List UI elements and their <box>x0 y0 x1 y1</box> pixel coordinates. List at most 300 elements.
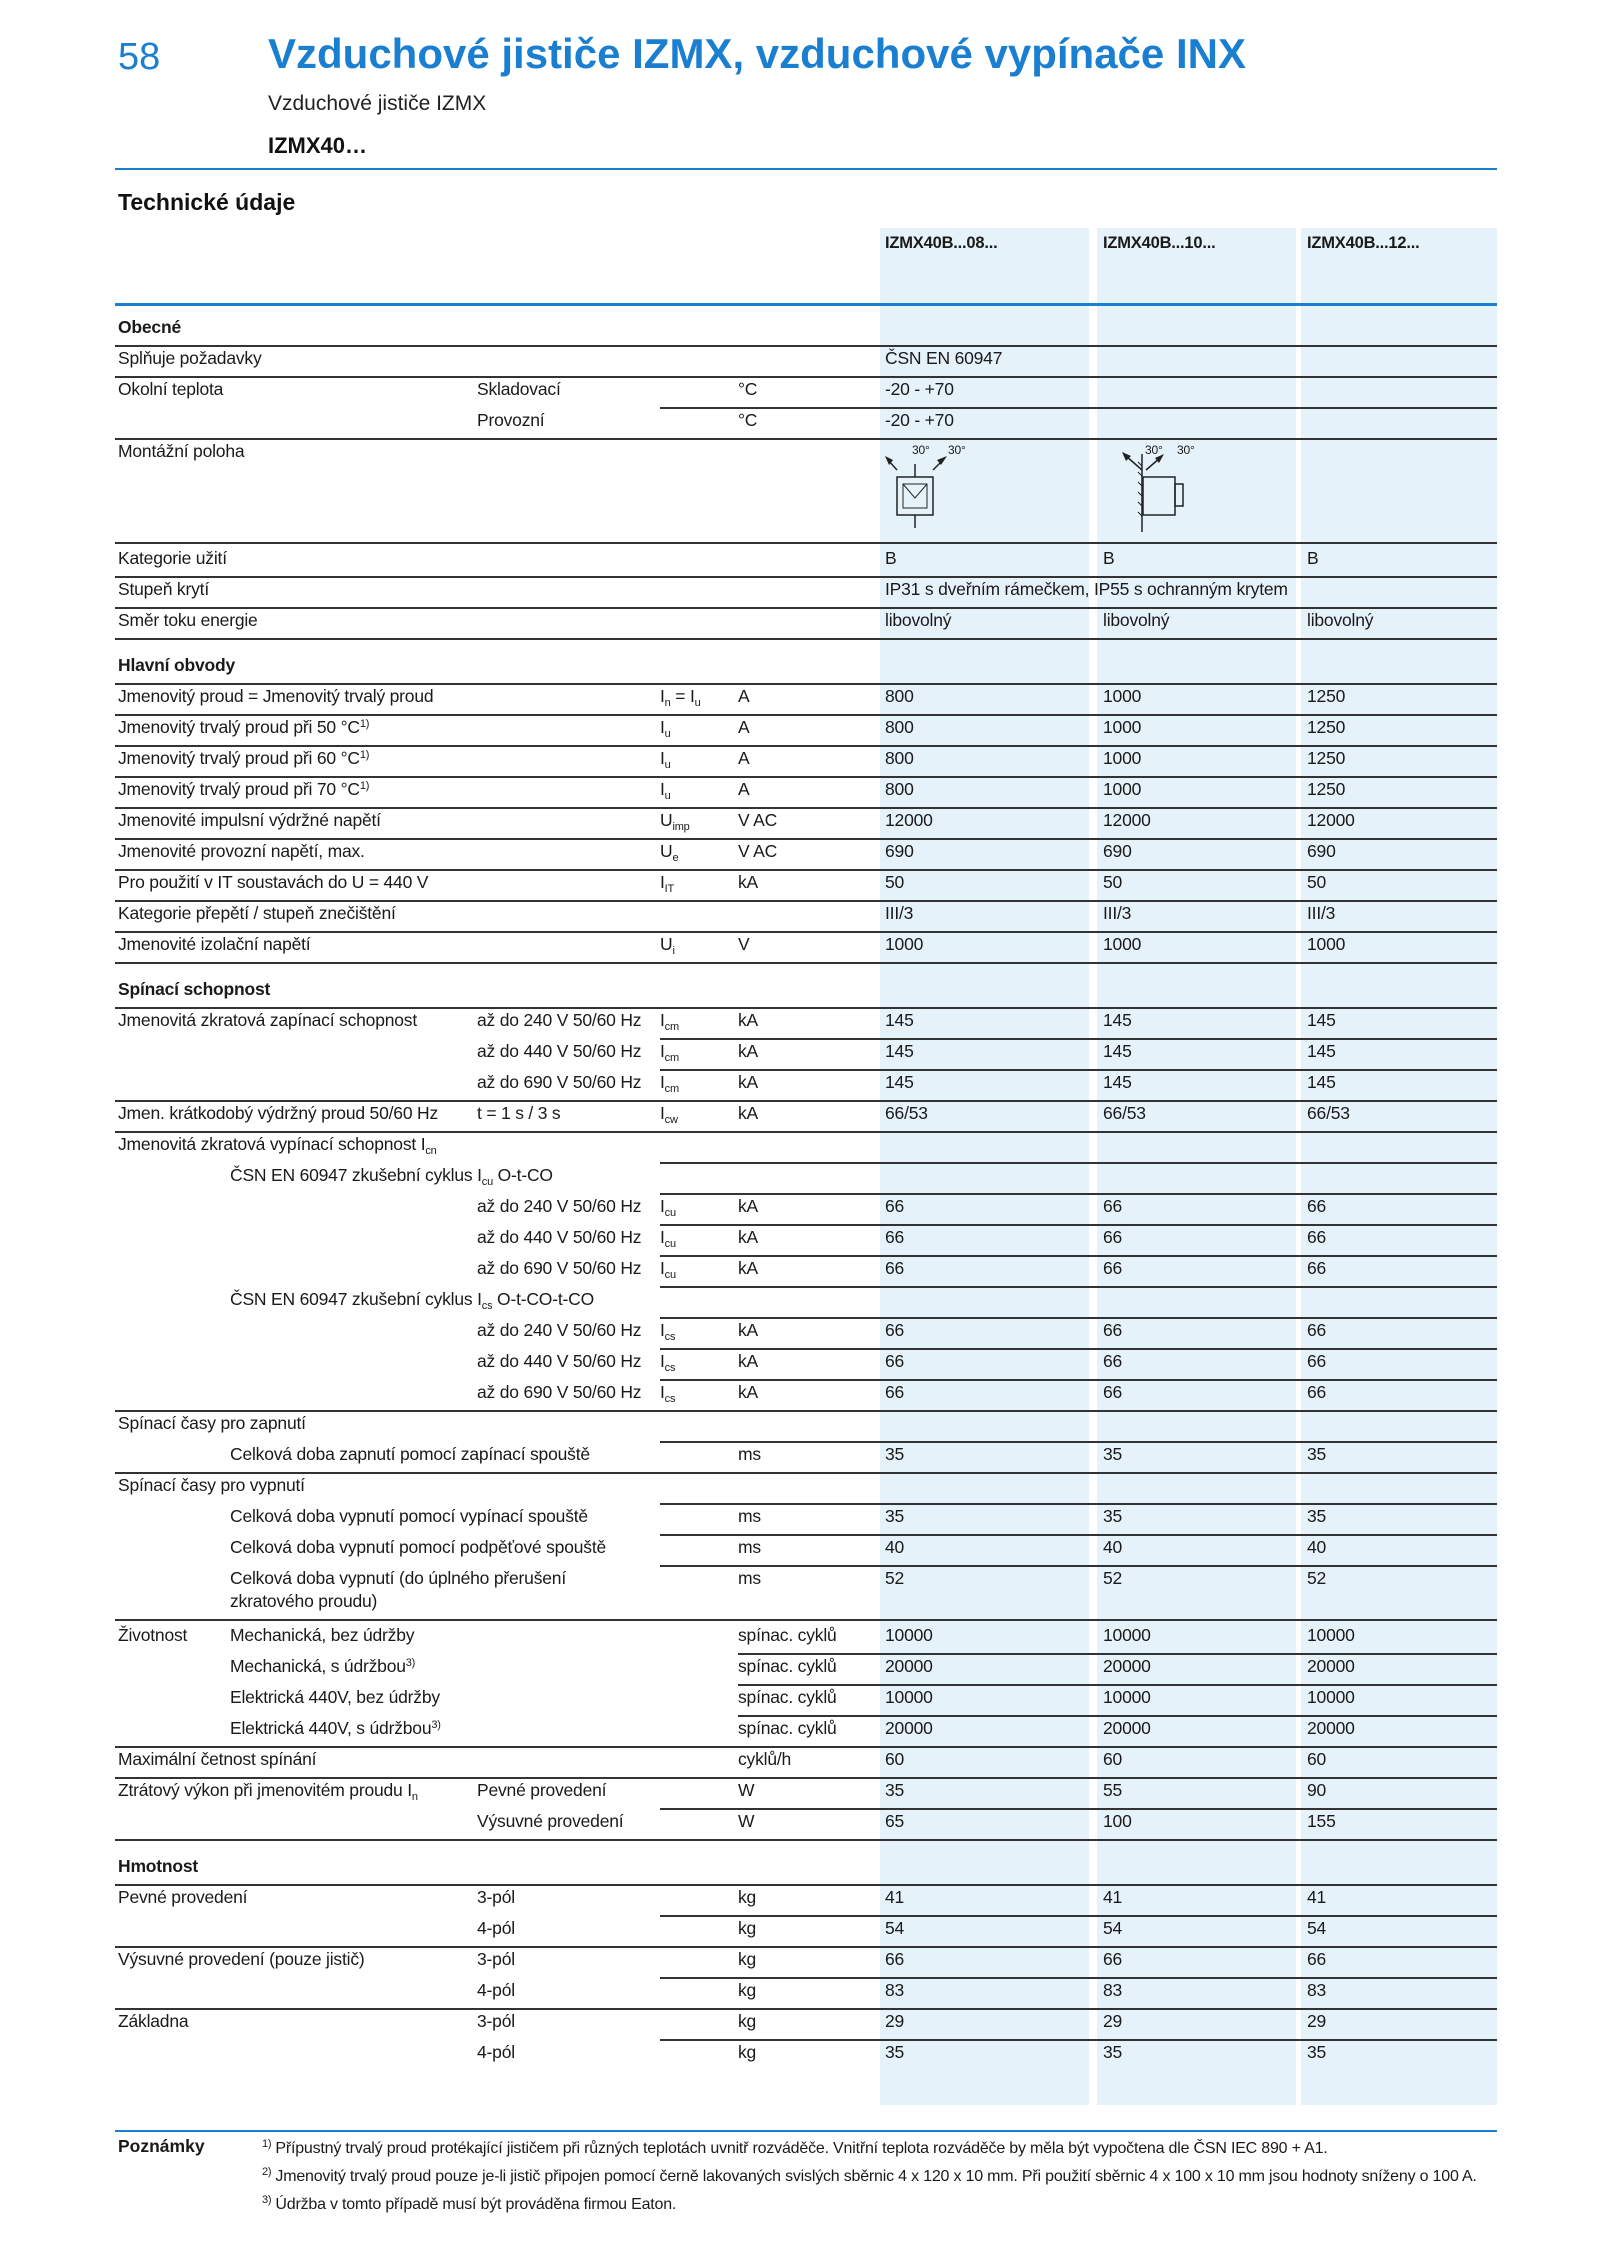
value-cell: -20 - +70 <box>885 410 954 430</box>
value-cell: 66 <box>1103 1196 1123 1216</box>
value-cell: 66 <box>1103 1382 1123 1402</box>
notes-divider <box>115 2130 1497 2132</box>
row-label <box>118 747 369 769</box>
footnote <box>262 2138 1328 2158</box>
value-cell: 1000 <box>1103 934 1142 954</box>
value-cell: 66/53 <box>1307 1103 1350 1123</box>
row-divider <box>660 1808 1497 1810</box>
footnote <box>262 2166 1477 2186</box>
page-title: Vzduchové jističe IZMX, vzduchové vypínače INX <box>268 30 1246 77</box>
value-cell: 66 <box>885 1258 905 1278</box>
value-cell: 29 <box>885 2011 905 2031</box>
row-divider <box>115 1839 1497 1841</box>
unit: kA <box>738 1227 759 1247</box>
row-param: Skladovací <box>477 379 561 399</box>
row-param: až do 440 V 50/60 Hz <box>477 1227 642 1247</box>
subscript: n <box>411 1791 418 1803</box>
row-label-text: Pro použití v IT soustavách do U = 440 V <box>118 872 429 892</box>
subscript: n <box>664 697 671 709</box>
value-cell: 1000 <box>1103 717 1142 737</box>
symbol-letter: I <box>660 1196 665 1216</box>
symbol-letter: I <box>660 717 665 737</box>
row-divider <box>660 1224 1497 1226</box>
header-divider <box>115 168 1497 170</box>
value-cell: 83 <box>1307 1980 1327 2000</box>
footnote-mark: 1) <box>359 780 370 792</box>
value-cell: 1250 <box>1307 779 1346 799</box>
row-param: až do 690 V 50/60 Hz <box>477 1382 642 1402</box>
subscript: cu <box>664 1269 676 1281</box>
footnote-mark: 1) <box>359 749 370 761</box>
footnote-mark: 3) <box>405 1657 416 1669</box>
subscript: u <box>694 697 701 709</box>
row-sublabel <box>230 1655 415 1677</box>
row-sublabel-text: Elektrická 440V, bez údržby <box>230 1687 440 1707</box>
unit: spínac. cyklů <box>738 1687 837 1707</box>
subscript: i <box>672 945 675 957</box>
value-cell: 10000 <box>1307 1687 1355 1707</box>
row-label-text: Kategorie přepětí / stupeň znečištění <box>118 903 396 923</box>
unit: kg <box>738 1887 757 1907</box>
unit: kA <box>738 1196 759 1216</box>
unit: kA <box>738 1320 759 1340</box>
angle-label: 30° <box>912 443 930 457</box>
value-cell: 66 <box>1307 1227 1327 1247</box>
row-label-text: Jmenovitý trvalý proud při 60 °C <box>118 748 360 768</box>
row-param: až do 690 V 50/60 Hz <box>477 1258 642 1278</box>
value-cell: 1000 <box>885 934 924 954</box>
row-label-text: Kategorie užití <box>118 548 227 568</box>
row-label-text: Jmenovité provozní napětí, max. <box>118 841 365 861</box>
row-label-text: Jmenovitý trvalý proud při 50 °C <box>118 717 360 737</box>
value-cell: 145 <box>1307 1072 1336 1092</box>
unit: V <box>738 934 750 954</box>
subscript: imp <box>672 821 690 833</box>
symbol-letter: I <box>660 1351 665 1371</box>
row-sublabel <box>230 1567 566 1589</box>
row-label <box>118 347 262 369</box>
symbol-letter: U <box>660 810 673 830</box>
value-cell: 35 <box>1103 1444 1123 1464</box>
row-sublabel <box>230 1536 606 1558</box>
row-divider <box>660 1069 1497 1071</box>
unit: W <box>738 1780 755 1800</box>
row-label-text: Jmenovitá zkratová vypínací schopnost I <box>118 1134 426 1154</box>
row-label-text: Jmenovitá zkratová zapínací schopnost <box>118 1010 418 1030</box>
subscript: cm <box>664 1021 679 1033</box>
mounting-position-diagram <box>885 442 995 542</box>
value-cell: 35 <box>885 1780 905 1800</box>
row-divider <box>660 1534 1497 1536</box>
unit: kg <box>738 1918 757 1938</box>
row-divider <box>115 542 1497 544</box>
value-cell: 800 <box>885 748 914 768</box>
symbol <box>660 933 675 955</box>
value-cell: 12000 <box>885 810 933 830</box>
value-cell: libovolný <box>1103 610 1170 630</box>
row-sublabel-tail: O-t-CO-t-CO <box>492 1289 594 1309</box>
row-label-text: Směr toku energie <box>118 610 258 630</box>
footnote-mark: 1) <box>262 2138 272 2150</box>
row-label <box>118 871 428 893</box>
footnote-mark: 2) <box>262 2166 272 2178</box>
subscript: u <box>664 759 671 771</box>
model-heading: IZMX40… <box>268 133 368 158</box>
subscript: IT <box>664 883 675 895</box>
value-cell: 66 <box>1307 1351 1327 1371</box>
row-param: Výsuvné provedení <box>477 1811 624 1831</box>
symbol <box>660 1257 676 1279</box>
value-cell: 90 <box>1307 1780 1327 1800</box>
row-sublabel <box>230 1686 440 1708</box>
value-cell: 10000 <box>1307 1625 1355 1645</box>
value-cell: 145 <box>1103 1072 1132 1092</box>
row-label <box>118 685 433 707</box>
row-label <box>118 547 227 569</box>
value-cell: 1000 <box>1103 686 1142 706</box>
unit: spínac. cyklů <box>738 1656 837 1676</box>
symbol-letter: I <box>660 1103 665 1123</box>
row-param: t = 1 s / 3 s <box>477 1103 561 1123</box>
value-cell: 20000 <box>885 1656 933 1676</box>
unit: kA <box>738 1041 759 1061</box>
row-divider <box>115 638 1497 640</box>
symbol-letter: I <box>660 1258 665 1278</box>
angle-label: 30° <box>948 443 966 457</box>
unit: ms <box>738 1444 761 1464</box>
value-cell: 1000 <box>1103 779 1142 799</box>
row-divider <box>115 303 1497 306</box>
symbol <box>660 1226 676 1248</box>
row-divider <box>660 1565 1497 1567</box>
value-cell: 66 <box>1307 1196 1327 1216</box>
value-cell: 690 <box>1103 841 1132 861</box>
symbol-letter: I <box>660 1382 665 1402</box>
value-cell: 54 <box>1103 1918 1123 1938</box>
subscript: cu <box>664 1207 676 1219</box>
value-cell: 66 <box>1307 1320 1327 1340</box>
value-cell: libovolný <box>885 610 952 630</box>
column-header: IZMX40B...10... <box>1103 234 1216 252</box>
footnote-mark: 3) <box>262 2194 272 2206</box>
unit: kA <box>738 1351 759 1371</box>
footnote-mark: 3) <box>431 1719 441 1731</box>
unit: kg <box>738 1980 757 2000</box>
row-divider <box>660 1379 1497 1381</box>
symbol-letter: I <box>660 748 665 768</box>
value-cell: 35 <box>885 1444 905 1464</box>
row-label-text: Stupeň krytí <box>118 579 209 599</box>
row-label-text: Ztrátový výkon při jmenovitém proudu I <box>118 1780 412 1800</box>
row-divider <box>115 1619 1497 1621</box>
row-param: 3-pól <box>477 1887 515 1907</box>
column-header: IZMX40B...08... <box>885 234 998 252</box>
value-cell: 35 <box>1103 2042 1123 2062</box>
row-divider <box>660 1038 1497 1040</box>
value-cell: 10000 <box>885 1687 933 1707</box>
row-label-text: Životnost <box>118 1625 188 1645</box>
value-cell: 66 <box>1103 1351 1123 1371</box>
footnote-text: Údržba v tomto případě musí být prováděna firmou Eaton. <box>275 2196 677 2213</box>
row-param: až do 240 V 50/60 Hz <box>477 1320 642 1340</box>
symbol <box>660 1195 676 1217</box>
row-param: 3-pól <box>477 2011 515 2031</box>
row-sublabel <box>230 1443 590 1465</box>
unit: A <box>738 779 750 799</box>
row-divider <box>115 1472 1497 1474</box>
value-cell: 60 <box>1307 1749 1327 1769</box>
unit: ms <box>738 1537 761 1557</box>
unit: °C <box>738 410 758 430</box>
value-cell: 66 <box>885 1320 905 1340</box>
value-cell: 54 <box>885 1918 905 1938</box>
row-label <box>118 440 244 462</box>
row-sublabel-tail: O-t-CO <box>492 1165 553 1185</box>
row-label-text: Jmenovité impulsní výdržné napětí <box>118 810 381 830</box>
unit: cyklů/h <box>738 1749 792 1769</box>
row-sublabel <box>230 1164 553 1186</box>
row-label <box>118 840 365 862</box>
section-heading: Hlavní obvody <box>118 655 236 675</box>
row-sublabel <box>230 1288 594 1310</box>
row-label-text: Montážní poloha <box>118 441 245 461</box>
row-label <box>118 1624 187 1646</box>
row-divider <box>660 1915 1497 1917</box>
unit: ms <box>738 1568 761 1588</box>
value-cell: 690 <box>1307 841 1336 861</box>
row-label <box>118 1779 418 1801</box>
row-divider <box>660 1441 1497 1443</box>
row-sublabel-text: Celková doba vypnutí pomocí podpěťové spouště <box>230 1537 607 1557</box>
column-header: IZMX40B...12... <box>1307 234 1420 252</box>
unit: kA <box>738 1103 759 1123</box>
symbol <box>660 685 701 707</box>
value-cell: 1250 <box>1307 748 1346 768</box>
angle-label: 30° <box>1177 443 1195 457</box>
section-title: Technické údaje <box>118 189 296 215</box>
row-label-text: Pevné provedení <box>118 1887 248 1907</box>
footnote-text: Jmenovitý trvalý proud pouze je-li jistič připojen pomocí černě lakovaných svislých sběrnic 4 x 120 x 10 mm. Při použití sběrnic 4 x 100 x 10 mm jsou hodnoty sníženy o 100 A. <box>275 2168 1477 2185</box>
value-cell: 35 <box>885 2042 905 2062</box>
value-cell: 12000 <box>1307 810 1355 830</box>
row-label <box>118 1009 417 1031</box>
row-divider <box>115 607 1497 609</box>
row-param: 3-pól <box>477 1949 515 1969</box>
row-divider <box>115 1410 1497 1412</box>
value-cell: 60 <box>1103 1749 1123 1769</box>
value-cell: B <box>885 548 897 568</box>
value-cell: 35 <box>1307 1506 1327 1526</box>
value-cell: 41 <box>1103 1887 1123 1907</box>
value-cell: 66 <box>1103 1258 1123 1278</box>
unit: kA <box>738 872 759 892</box>
subscript: cu <box>664 1238 676 1250</box>
value-cell: 40 <box>885 1537 905 1557</box>
row-sublabel-text: Celková doba zapnutí pomocí zapínací spouště <box>230 1444 590 1464</box>
value-cell: 55 <box>1103 1780 1123 1800</box>
value-cell: 60 <box>885 1749 905 1769</box>
row-label-text: Jmenovitý proud = Jmenovitý trvalý proud <box>118 686 434 706</box>
row-divider <box>115 438 1497 440</box>
footnote-mark: 1) <box>359 718 370 730</box>
symbol <box>660 809 690 831</box>
value-cell: 66 <box>1103 1949 1123 1969</box>
row-divider <box>660 1348 1497 1350</box>
value-cell: 66 <box>885 1196 905 1216</box>
value-cell: libovolný <box>1307 610 1374 630</box>
value-cell: 41 <box>885 1887 905 1907</box>
row-param: Pevné provedení <box>477 1780 607 1800</box>
row-param: až do 690 V 50/60 Hz <box>477 1072 642 1092</box>
value-cell: 20000 <box>1103 1656 1151 1676</box>
value-cell: ČSN EN 60947 <box>885 348 1003 368</box>
section-heading: Spínací schopnost <box>118 979 271 999</box>
value-cell: 35 <box>1307 1444 1327 1464</box>
value-cell: 52 <box>885 1568 905 1588</box>
value-cell: 52 <box>1103 1568 1123 1588</box>
value-cell: 50 <box>1103 872 1123 892</box>
value-cell: 690 <box>885 841 914 861</box>
row-sublabel <box>230 1624 414 1646</box>
row-param: až do 240 V 50/60 Hz <box>477 1010 642 1030</box>
row-divider <box>660 1255 1497 1257</box>
value-cell: 66 <box>1307 1382 1327 1402</box>
section-heading: Obecné <box>118 317 181 337</box>
value-cell: 800 <box>885 779 914 799</box>
value-cell: 800 <box>885 686 914 706</box>
section-heading: Hmotnost <box>118 1856 199 1876</box>
unit: kg <box>738 2042 757 2062</box>
value-cell: 145 <box>1307 1010 1336 1030</box>
subscript: cs <box>664 1331 676 1343</box>
unit: kA <box>738 1072 759 1092</box>
page-subtitle: Vzduchové jističe IZMX <box>268 92 487 115</box>
unit: A <box>738 717 750 737</box>
row-label-text: Jmenovitý trvalý proud při 70 °C <box>118 779 360 799</box>
value-cell: 20000 <box>1103 1718 1151 1738</box>
subscript: cs <box>664 1362 676 1374</box>
row-label <box>118 609 258 631</box>
row-label <box>118 716 369 738</box>
subscript: e <box>672 852 679 864</box>
symbol-letter: I <box>660 686 665 706</box>
value-cell: 66 <box>885 1351 905 1371</box>
row-sublabel <box>230 1717 441 1739</box>
row-divider <box>115 576 1497 578</box>
symbol <box>660 871 674 893</box>
symbol <box>660 840 678 862</box>
value-cell: 66 <box>1307 1949 1327 1969</box>
subscript: cm <box>664 1052 679 1064</box>
value-cell: 66 <box>1307 1258 1327 1278</box>
value-cell: 29 <box>1307 2011 1327 2031</box>
row-label <box>118 933 310 955</box>
value-cell: 20000 <box>885 1718 933 1738</box>
row-label-text: Splňuje požadavky <box>118 348 262 368</box>
value-cell: 66/53 <box>885 1103 928 1123</box>
row-label-text: Jmenovité izolační napětí <box>118 934 311 954</box>
symbol <box>660 1319 675 1341</box>
footnote-text: Přípustný trvalý proud protékající jističem při různých teplotách uvnitř rozváděče. Vnitřní teplota rozváděče by měla být vypočtena dle ČSN IEC 890 + A1. <box>275 2140 1328 2157</box>
symbol <box>660 1381 675 1403</box>
row-param: 4-pól <box>477 1980 515 2000</box>
unit: kA <box>738 1382 759 1402</box>
row-divider <box>115 1746 1497 1748</box>
unit: spínac. cyklů <box>738 1625 837 1645</box>
unit: °C <box>738 379 758 399</box>
value-cell: 50 <box>885 872 905 892</box>
row-divider <box>115 962 1497 964</box>
row-label <box>118 1948 365 1970</box>
value-cell: 35 <box>885 1506 905 1526</box>
value-cell: 145 <box>1103 1010 1132 1030</box>
row-sublabel-text: ČSN EN 60947 zkušební cyklus I <box>230 1165 482 1185</box>
value-cell: 66/53 <box>1103 1103 1146 1123</box>
row-divider <box>660 407 1497 409</box>
value-cell: 800 <box>885 717 914 737</box>
row-label <box>118 1474 305 1496</box>
value-cell: 155 <box>1307 1811 1336 1831</box>
value-cell: 83 <box>1103 1980 1123 2000</box>
symbol <box>660 1350 675 1372</box>
value-cell: 50 <box>1307 872 1327 892</box>
row-label <box>118 809 381 831</box>
symbol-letter: U <box>660 934 673 954</box>
value-cell: 10000 <box>1103 1625 1151 1645</box>
angle-label: 30° <box>1145 443 1163 457</box>
subscript: u <box>664 728 671 740</box>
value-cell: 41 <box>1307 1887 1327 1907</box>
value-cell: III/3 <box>885 903 914 923</box>
value-cell: 65 <box>885 1811 905 1831</box>
row-label-text: Spínací časy pro zapnutí <box>118 1413 306 1433</box>
row-divider <box>660 1317 1497 1319</box>
value-cell: 145 <box>1307 1041 1336 1061</box>
row-divider <box>115 345 1497 347</box>
unit: spínac. cyklů <box>738 1718 837 1738</box>
symbol-letter: = I <box>670 686 695 706</box>
row-label <box>118 1412 306 1434</box>
value-cell: 10000 <box>1103 1687 1151 1707</box>
value-cell: 83 <box>885 1980 905 2000</box>
value-cell: 40 <box>1307 1537 1327 1557</box>
value-cell: 1000 <box>1307 934 1346 954</box>
row-sublabel-text: Mechanická, bez údržby <box>230 1625 415 1645</box>
row-sublabel-text: Celková doba vypnutí pomocí vypínací spouště <box>230 1506 588 1526</box>
symbol-letter: I <box>660 872 665 892</box>
row-divider <box>660 1977 1497 1979</box>
unit: kg <box>738 2011 757 2031</box>
row-divider <box>660 1193 1497 1195</box>
value-cell: 54 <box>1307 1918 1327 1938</box>
value-cell: III/3 <box>1103 903 1132 923</box>
notes-label: Poznámky <box>118 2136 205 2156</box>
value-cell: 100 <box>1103 1811 1132 1831</box>
row-divider <box>660 1162 1497 1164</box>
unit: V AC <box>738 810 778 830</box>
value-cell: 20000 <box>1307 1718 1355 1738</box>
subscript: u <box>664 790 671 802</box>
value-cell: B <box>1307 548 1319 568</box>
row-param: až do 240 V 50/60 Hz <box>477 1196 642 1216</box>
row-label-text: Základna <box>118 2011 189 2031</box>
row-sublabel-text: Elektrická 440V, s údržbou <box>230 1718 432 1738</box>
row-label <box>118 578 209 600</box>
row-param: 4-pól <box>477 1918 515 1938</box>
value-cell: 66 <box>885 1382 905 1402</box>
row-divider <box>115 931 1497 933</box>
row-sublabel-text: ČSN EN 60947 zkušební cyklus I <box>230 1289 482 1309</box>
